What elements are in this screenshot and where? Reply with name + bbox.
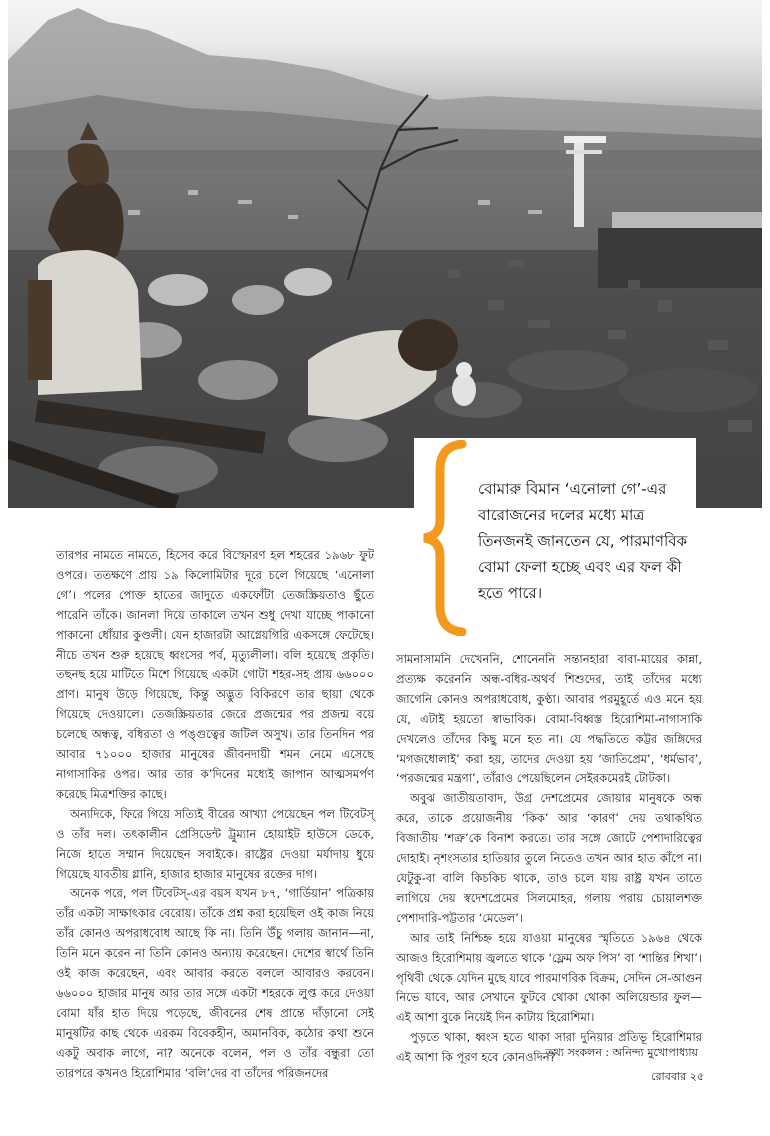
ruins-scene (8, 0, 762, 508)
article-column-right (396, 650, 702, 1068)
article-paragraph: অন্যদিকে, ফিরে গিয়ে সত্যিই বীরের আখ্যা পেয়েছেন পল টিবেটস্‌ ও তাঁর দল। তৎকালীন প্রেসিডেন্ট ট্রুম্যান হোয়াইট হাউসে ডেকে, নিজে হাতে সম্মান দিয়েছেন সবাইকে। রাষ্ট্রের দেওয়া মর্যাদায় ধুয়ে গিয়েছে যাবতীয় গ্লানি, হাজার হাজার মানুষের রক্তের দাগ। (56, 806, 374, 881)
hero-photo (8, 0, 762, 508)
article-paragraph: অনেক পরে, পল টিবেটস্‌-এর বয়স যখন ৮৭, ‘গার্ডিয়ান’ পত্রিকায় তাঁর একটা সাক্ষাৎকার বেরোয়। তাঁকে প্রশ্ন করা হয়েছিল ওই কাজ নিয়ে তাঁর কোনও অপরাধবোধ আছে কি না। তিনি উঁচু গলায় জানান—না, তিনি মনে করেন না তিনি কোনও অন্যায় করেছেন। দেশের স্বার্থে তিনি ওই কাজ করেছেন, এবং আবার করতে বললে আবারও করবেন। ৬৬০০০ হাজার মানুষ আর তার সঙ্গে একটা শহরকে লুপ্ত করে দেওয়া বোমা যাঁর হাত দিয়ে পড়েছে, জীবনের শেষ প্রান্তে দাঁড়ানো সেই মানুষটির কাছ থেকে এরকম বিবেকহীন, অমানবিক, কঠোর কথা শুনে একটু অবাক লাগে, না? অনেকে বলেন, পল ও তাঁর বন্ধুরা তো তারপরে কখনও হিরোশিমার ‘বলি’দের বা তাঁদের পরিজনদের (56, 886, 374, 1080)
article-column-left (56, 546, 374, 1083)
pull-quote-text: বোমারু বিমান ‘এনোলা গে’-এর বারোজনের দলের মধ্যে মাত্র তিনজনই জানতেন যে, পারমাণবিক বোমা ফেলা হচ্ছে এবং এর ফল কী হতে পারে। (478, 480, 688, 602)
article-paragraph: আর তাই নিশ্চিহ্ন হয়ে যাওয়া মানুষের স্মৃতিতে ১৯৬৪ থেকে আজও হিরোশিমায় জ্বলতে থাকে ‘ফ্লেম অফ পিস’ বা ‘শান্তির শিখা’। পৃথিবী থেকে যেদিন মুছে যাবে পারমাণবিক বিক্রম, সেদিন সে-আগুন নিভে যাবে, আর সেখানে ফুটবে থোকা থোকা অলিয়েন্ডার ফুল—এই আশা বুকে নিয়েই দিন কাটায় হিরোশিমা। (396, 930, 702, 1025)
article-paragraph: অবুঝ জাতীয়তাবাদ, উগ্র দেশপ্রেমের জোয়ার মানুষকে অন্ধ করে, তাকে প্রয়োজনীয় ‘কিক’ আর ‘কারণ’ দেয় তথাকথিত বিজাতীয় ‘শত্রু’কে বিনাশ করতে। তার সঙ্গে জোটে পেশাদারিত্বের দোহাই। নৃশংসতার হাতিয়ার তুলে নিতেও তখন আর হাত কাঁপে না। যেটুকু-বা বালি কিচকিচ থাকে, তাও চলে যায় রাষ্ট্র যখন তাতে লাগিয়ে দেয় স্বদেশপ্রেমের সিলমোহর, গলায় পরায় চোয়ালশক্ত পেশাদারি-পট্টতার ‘মেডেল’। (396, 791, 702, 925)
article-paragraph: সামনাসামনি দেখেননি, শোনেননি সন্তানহারা বাবা-মায়ের কান্না, প্রত্যক্ষ করেননি অন্ধ-বধির-অথর্ব শিশুদের, তাই তাঁদের মধ্যে জাগেনি কোনও অপরাধবোধ, কুণ্ঠা। আবার পরমুহূর্তে এও মনে হয় যে, এটাই হয়তো স্বাভাবিক। বোমা-বিধ্বস্ত হিরোশিমা-নাগাসাকি দেখলেও তাঁদের কিছু মনে হত না। যে পদ্ধতিতে কট্টর জঙ্গিদের ‘মগজধোলাই’ করা হয়, তাদের দেওয়া হয় ‘জাতিপ্রেম’, ‘ধর্মভাব’, ‘পরজন্মের মন্ত্রণা’, তাঁরাও পেয়েছিলেন সেইরকমেরই টোটকা। (396, 652, 702, 786)
article-paragraph: তারপর নামতে নামতে, হিসেব করে বিস্ফোরণ হল শহরের ১৯৬৮ ফুট ওপরে। ততক্ষণে প্রায় ১৯ কিলোমিটার দূরে চলে গিয়েছে ‘এনোলা গে’। পলের পোক্ত হাতের জাদুতে একফোঁটা তেজস্ক্রিয়তাও ছুঁতে পারেনি তাঁকে। জানলা দিয়ে তাকালে তখন শুধু দেখা যাচ্ছে পাকানো পাকানো ধোঁয়ার কুণ্ডলী। যেন হাজারটা আগ্নেয়গিরি একসঙ্গে ফেটেছে। নীচে তখন শুরু হয়েছে ধ্বংসের পর্ব, মৃত্যুলীলা। বলি হয়েছে প্রকৃতি। তছনছ হয়ে মাটিতে মিশে গিয়েছে একটা গোটা শহর-সহ প্রায় ৬৬০০০ প্রাণ। মানুষ উড়ে গিয়েছে, কিন্তু অদ্ভুত বিকিরণে তার ছায়া থেকে গিয়েছে দেওয়ালে। তেজস্ক্রিয়তার জেরে প্রজন্মের পর প্রজন্ম বয়ে চলেছে অন্ধত্ব, বধিরতা ও পঙ্গুত্বের জটিল অসুখ। তার তিনদিন পর আবার ৭১০০০ হাজার মানুষের জীবনদায়ী শমন নেমে এসেছে নাগাসাকির ওপর। আর তার ক’দিনের মধ্যেই জাপান আত্মসমর্পণ করেছে মিত্রশক্তির কাছে। (56, 548, 374, 801)
orange-brace-icon (418, 440, 468, 636)
article-paragraph: পুড়তে থাকা, ধ্বংস হতে থাকা সারা দুনিয়ার প্রতিভূ হিরোশিমার এই আশা কি পূরণ হবে কোনওদিন? (396, 1030, 702, 1065)
credit-line: তথ্য সংকলন : অনিন্দ্য মুখোপাধ্যায় (545, 1046, 698, 1059)
page-folio: রোববার ২৫ (651, 1070, 704, 1083)
pull-quote (414, 438, 696, 640)
